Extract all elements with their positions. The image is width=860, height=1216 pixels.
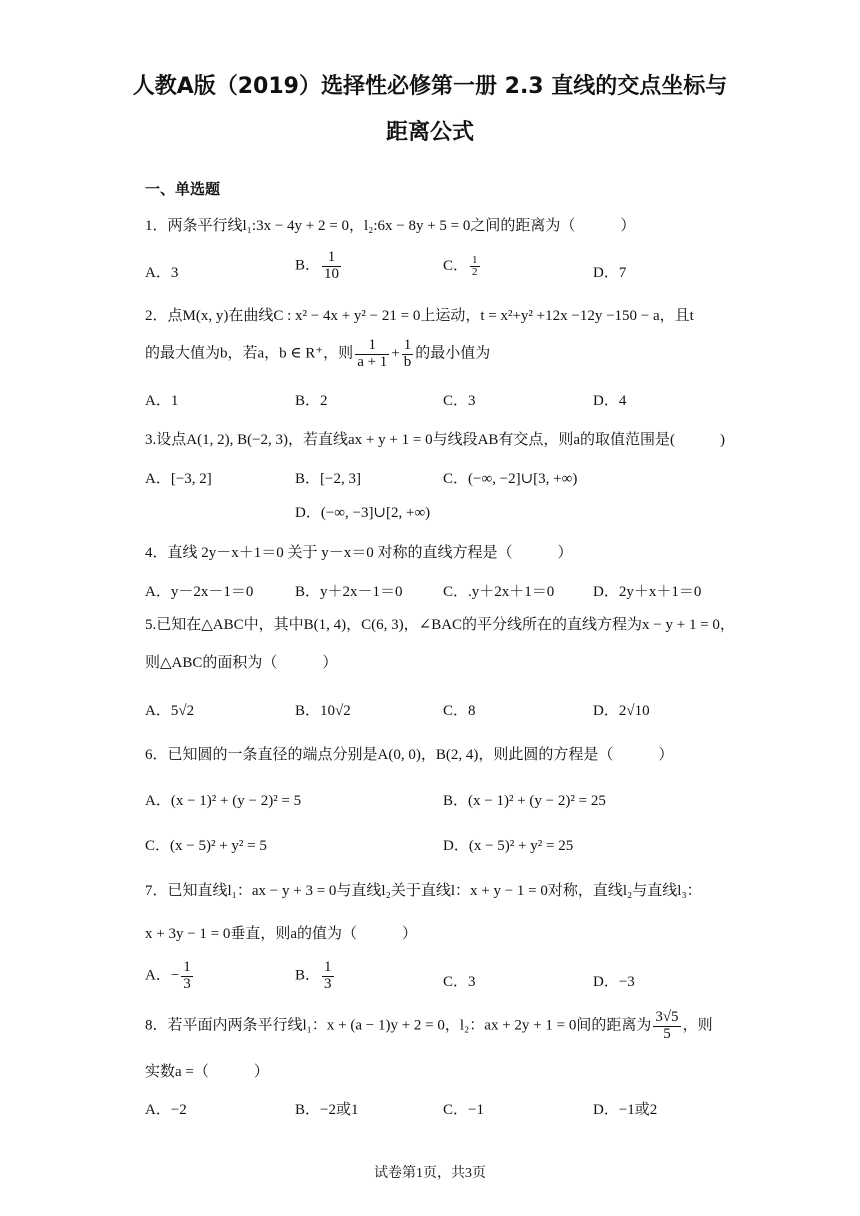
q1-option-c-fraction: [470, 255, 480, 279]
q2-f1-num: 1: [355, 338, 389, 355]
q6-option-b: B．(x − 1)² + (y − 2)² = 25: [443, 793, 606, 809]
q7-option-d: D．−3: [593, 974, 635, 990]
q8-line1-pre: 8．若平面内两条平行线l₁：x + (a − 1)y + 2 = 0，l₂：ax + 2y + 1 = 0间的距离为: [145, 1017, 652, 1034]
q5-option-c: C．8: [443, 703, 476, 719]
q1-option-b-label: B．: [295, 257, 321, 274]
page-footer: 试卷第1页，共3页: [374, 1166, 486, 1181]
q1-option-c: [443, 254, 482, 279]
q6-stem: 6．已知圆的一条直径的端点分别是A(0, 0)，B(2, 4)，则此圆的方程是（ ）: [145, 747, 674, 763]
q1-option-c-label: C．: [443, 258, 469, 274]
q2-line2-pre: 的最大值为b，若a，b ∈ R⁺，则: [145, 345, 354, 362]
q1-c-den: 2: [472, 266, 478, 279]
q6-option-a: A．(x − 1)² + (y − 2)² = 5: [145, 793, 302, 809]
q7-option-b-label: B．: [295, 967, 321, 984]
q8-option-b: B．−2或1: [295, 1102, 359, 1118]
q1-option-d: D．7: [593, 265, 627, 281]
q4-option-b: B．y＋2x－1＝0: [295, 584, 403, 600]
q5-option-d: D．2√10: [593, 703, 650, 719]
q7-option-a-fraction: [181, 960, 193, 993]
q8-option-d: D．−1或2: [593, 1102, 658, 1118]
q7-b-num: 1: [324, 959, 332, 975]
q1-option-b-fraction: [322, 250, 341, 283]
q1-option-a: A．3: [145, 265, 179, 281]
q3-option-c: C．(−∞, −2]∪[3, +∞): [443, 471, 578, 487]
q2-stem-line2: [145, 338, 490, 371]
q3-option-d: D．(−∞, −3]∪[2, +∞): [295, 505, 431, 521]
q7-a-den: 3: [183, 975, 191, 992]
q2-option-d: D．4: [593, 393, 627, 409]
q1-option-b: [295, 250, 343, 283]
q7-stem-line1: 7．已知直线l₁：ax − y + 3 = 0与直线l₂关于直线l：x + y − 1 = 0对称，直线l₂与直线l₃：: [145, 883, 702, 899]
q6-option-c: C．(x − 5)² + y² = 5: [145, 838, 267, 854]
q8-stem-line1: [145, 1010, 713, 1043]
q7-option-a-label: A．−: [145, 967, 180, 984]
q1-b-num: 1: [322, 250, 341, 267]
q4-option-d: D．2y＋x＋1＝0: [593, 584, 702, 600]
q7-b-den: 3: [324, 975, 332, 992]
q2-f1-den: a + 1: [357, 353, 388, 370]
section-heading: 一、单选题: [145, 180, 221, 198]
q7-a-num: 1: [183, 959, 191, 975]
q8-option-c: C．−1: [443, 1102, 484, 1118]
q4-option-c: C．.y＋2x＋1＝0: [443, 584, 555, 600]
q7-option-c: C．3: [443, 974, 476, 990]
q2-f2-den: b: [403, 353, 412, 370]
q8-line1-post: ，则: [682, 1017, 713, 1034]
doc-title-line1: 人教A版（2019）选择性必修第一册 2.3 直线的交点坐标与: [132, 74, 728, 99]
q7-option-b: [295, 960, 336, 993]
q3-option-a: A．[−3, 2]: [145, 471, 212, 487]
q4-option-a: A．y－2x－1＝0: [145, 584, 254, 600]
q1-c-num: 1: [472, 253, 478, 266]
q5-stem-line1: 5.已知在△ABC中，其中B(1, 4)，C(6, 3)，∠BAC的平分线所在的直线方程为x − y + 1 = 0，: [145, 617, 735, 633]
q8-stem-line2: 实数a =（ ）: [145, 1064, 269, 1080]
q4-stem: 4．直线 2y－x＋1＝0 关于 y－x＝0 对称的直线方程是（ ）: [145, 545, 573, 561]
q8-d-num: 3√5: [655, 1009, 679, 1025]
q8-d-den: 5: [663, 1025, 671, 1042]
q3-option-b: B．[−2, 3]: [295, 471, 361, 487]
q2-f2-num: 1: [403, 337, 412, 353]
q7-option-b-fraction: [322, 960, 334, 993]
q8-distance-fraction: [653, 1010, 680, 1043]
q5-option-a: A．5√2: [145, 703, 195, 719]
q2-option-b: B．2: [295, 393, 328, 409]
q2-fraction-1: [355, 338, 389, 371]
q6-option-d: D．(x − 5)² + y² = 25: [443, 838, 574, 854]
doc-title-line2: 距离公式: [385, 120, 474, 145]
q2-plus: +: [391, 345, 400, 362]
q7-option-a: [145, 960, 195, 993]
q3-stem: 3.设点A(1, 2), B(−2, 3)，若直线ax + y + 1 = 0与线段AB有交点，则a的取值范围是( ): [145, 432, 726, 448]
q7-stem-line2: x + 3y − 1 = 0垂直，则a的值为（ ）: [145, 926, 418, 942]
q2-stem-line1: 2．点M(x, y)在曲线C : x² − 4x + y² − 21 = 0上运动，t = x²+y² +12x −12y −150 − a，且t: [145, 308, 694, 324]
q1-stem: 1．两条平行线l₁:3x − 4y + 2 = 0，l₂:6x − 8y + 5 = 0之间的距离为（ ）: [145, 218, 636, 234]
q5-option-b: B．10√2: [295, 703, 351, 719]
q8-option-a: A．−2: [145, 1102, 187, 1118]
q1-b-den: 10: [324, 265, 340, 282]
q2-option-c: C．3: [443, 393, 476, 409]
q2-option-a: A．1: [145, 393, 179, 409]
q2-line2-post: 的最小值为: [415, 345, 491, 362]
q2-fraction-2: [402, 338, 414, 371]
q5-stem-line2: 则△ABC的面积为（ ）: [145, 655, 338, 671]
